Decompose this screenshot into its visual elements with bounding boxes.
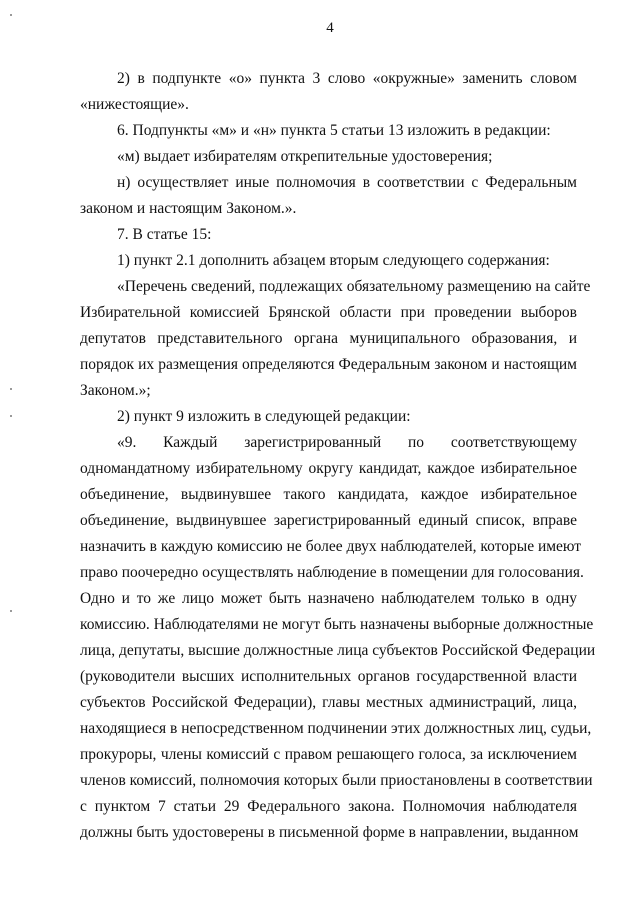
text-line-15: «9. Каждый зарегистрированный по соответствующему xyxy=(117,434,577,451)
text-line-12: порядок их размещения определяются Федеральным законом и настоящим xyxy=(80,356,577,373)
text-line-14: 2) пункт 9 изложить в следующей редакции: xyxy=(117,408,411,425)
text-line-23: лица, депутаты, высшие должностные лица субъектов Российской Федерации xyxy=(80,642,596,659)
text-line-20: право поочередно осуществлять наблюдение в помещении для голосования. xyxy=(80,564,584,581)
text-line-24: (руководители высших исполнительных органов государственной власти xyxy=(80,668,577,685)
text-line-5: н) осуществляет иные полномочия в соответствии с Федеральным xyxy=(117,174,577,191)
text-line-3: 6. Подпункты «м» и «н» пункта 5 статьи 13 изложить в редакции: xyxy=(117,122,551,139)
text-line-10: Избирательной комиссией Брянской области при проведении выборов xyxy=(80,304,577,321)
text-line-4: «м) выдает избирателям открепительные удостоверения; xyxy=(117,148,493,165)
text-line-30: должны быть удостоверены в письменной форме в направлении, выданном xyxy=(80,824,579,841)
text-line-19: назначить в каждую комиссию не более двух наблюдателей, которые имеют xyxy=(80,538,582,555)
text-line-6: законом и настоящим Законом.». xyxy=(80,200,297,217)
scan-mark xyxy=(10,415,12,417)
text-line-25: субъектов Российской Федерации), главы местных администраций, лица, xyxy=(80,694,577,711)
text-line-21: Одно и то же лицо может быть назначено наблюдателем только в одну xyxy=(80,590,577,607)
text-line-7: 7. В статье 15: xyxy=(117,226,212,243)
text-line-16: одномандатному избирательному округу кандидат, каждое избирательное xyxy=(80,460,577,477)
scan-mark xyxy=(10,14,12,16)
text-line-26: находящиеся в непосредственном подчинении этих должностных лиц, судьи, xyxy=(80,720,592,737)
text-line-9: «Перечень сведений, подлежащих обязательному размещению на сайте xyxy=(117,278,591,295)
scan-mark xyxy=(10,610,12,612)
text-line-18: объединение, выдвинувшее зарегистрированный единый список, вправе xyxy=(80,512,577,529)
text-line-1: 2) в подпункте «о» пункта 3 слово «окружные» заменить словом xyxy=(117,70,577,87)
text-line-17: объединение, выдвинувшее такого кандидата, каждое избирательное xyxy=(80,486,577,503)
text-line-11: депутатов представительного органа муниципального образования, и xyxy=(80,330,577,347)
text-line-29: с пунктом 7 статьи 29 Федерального закона. Полномочия наблюдателя xyxy=(80,798,577,815)
text-line-8: 1) пункт 2.1 дополнить абзацем вторым следующего содержания: xyxy=(117,252,550,269)
scan-mark xyxy=(10,388,12,390)
text-line-27: прокуроры, члены комиссий с правом решающего голоса, за исключением xyxy=(80,746,577,763)
text-line-28: членов комиссий, полномочия которых были приостановлены в соответствии xyxy=(80,772,593,789)
text-line-2: «нижестоящие». xyxy=(80,96,189,113)
page-number: 4 xyxy=(326,20,334,36)
text-line-22: комиссию. Наблюдателями не могут быть назначены выборные должностные xyxy=(80,616,594,633)
text-line-13: Законом.»; xyxy=(80,382,151,399)
